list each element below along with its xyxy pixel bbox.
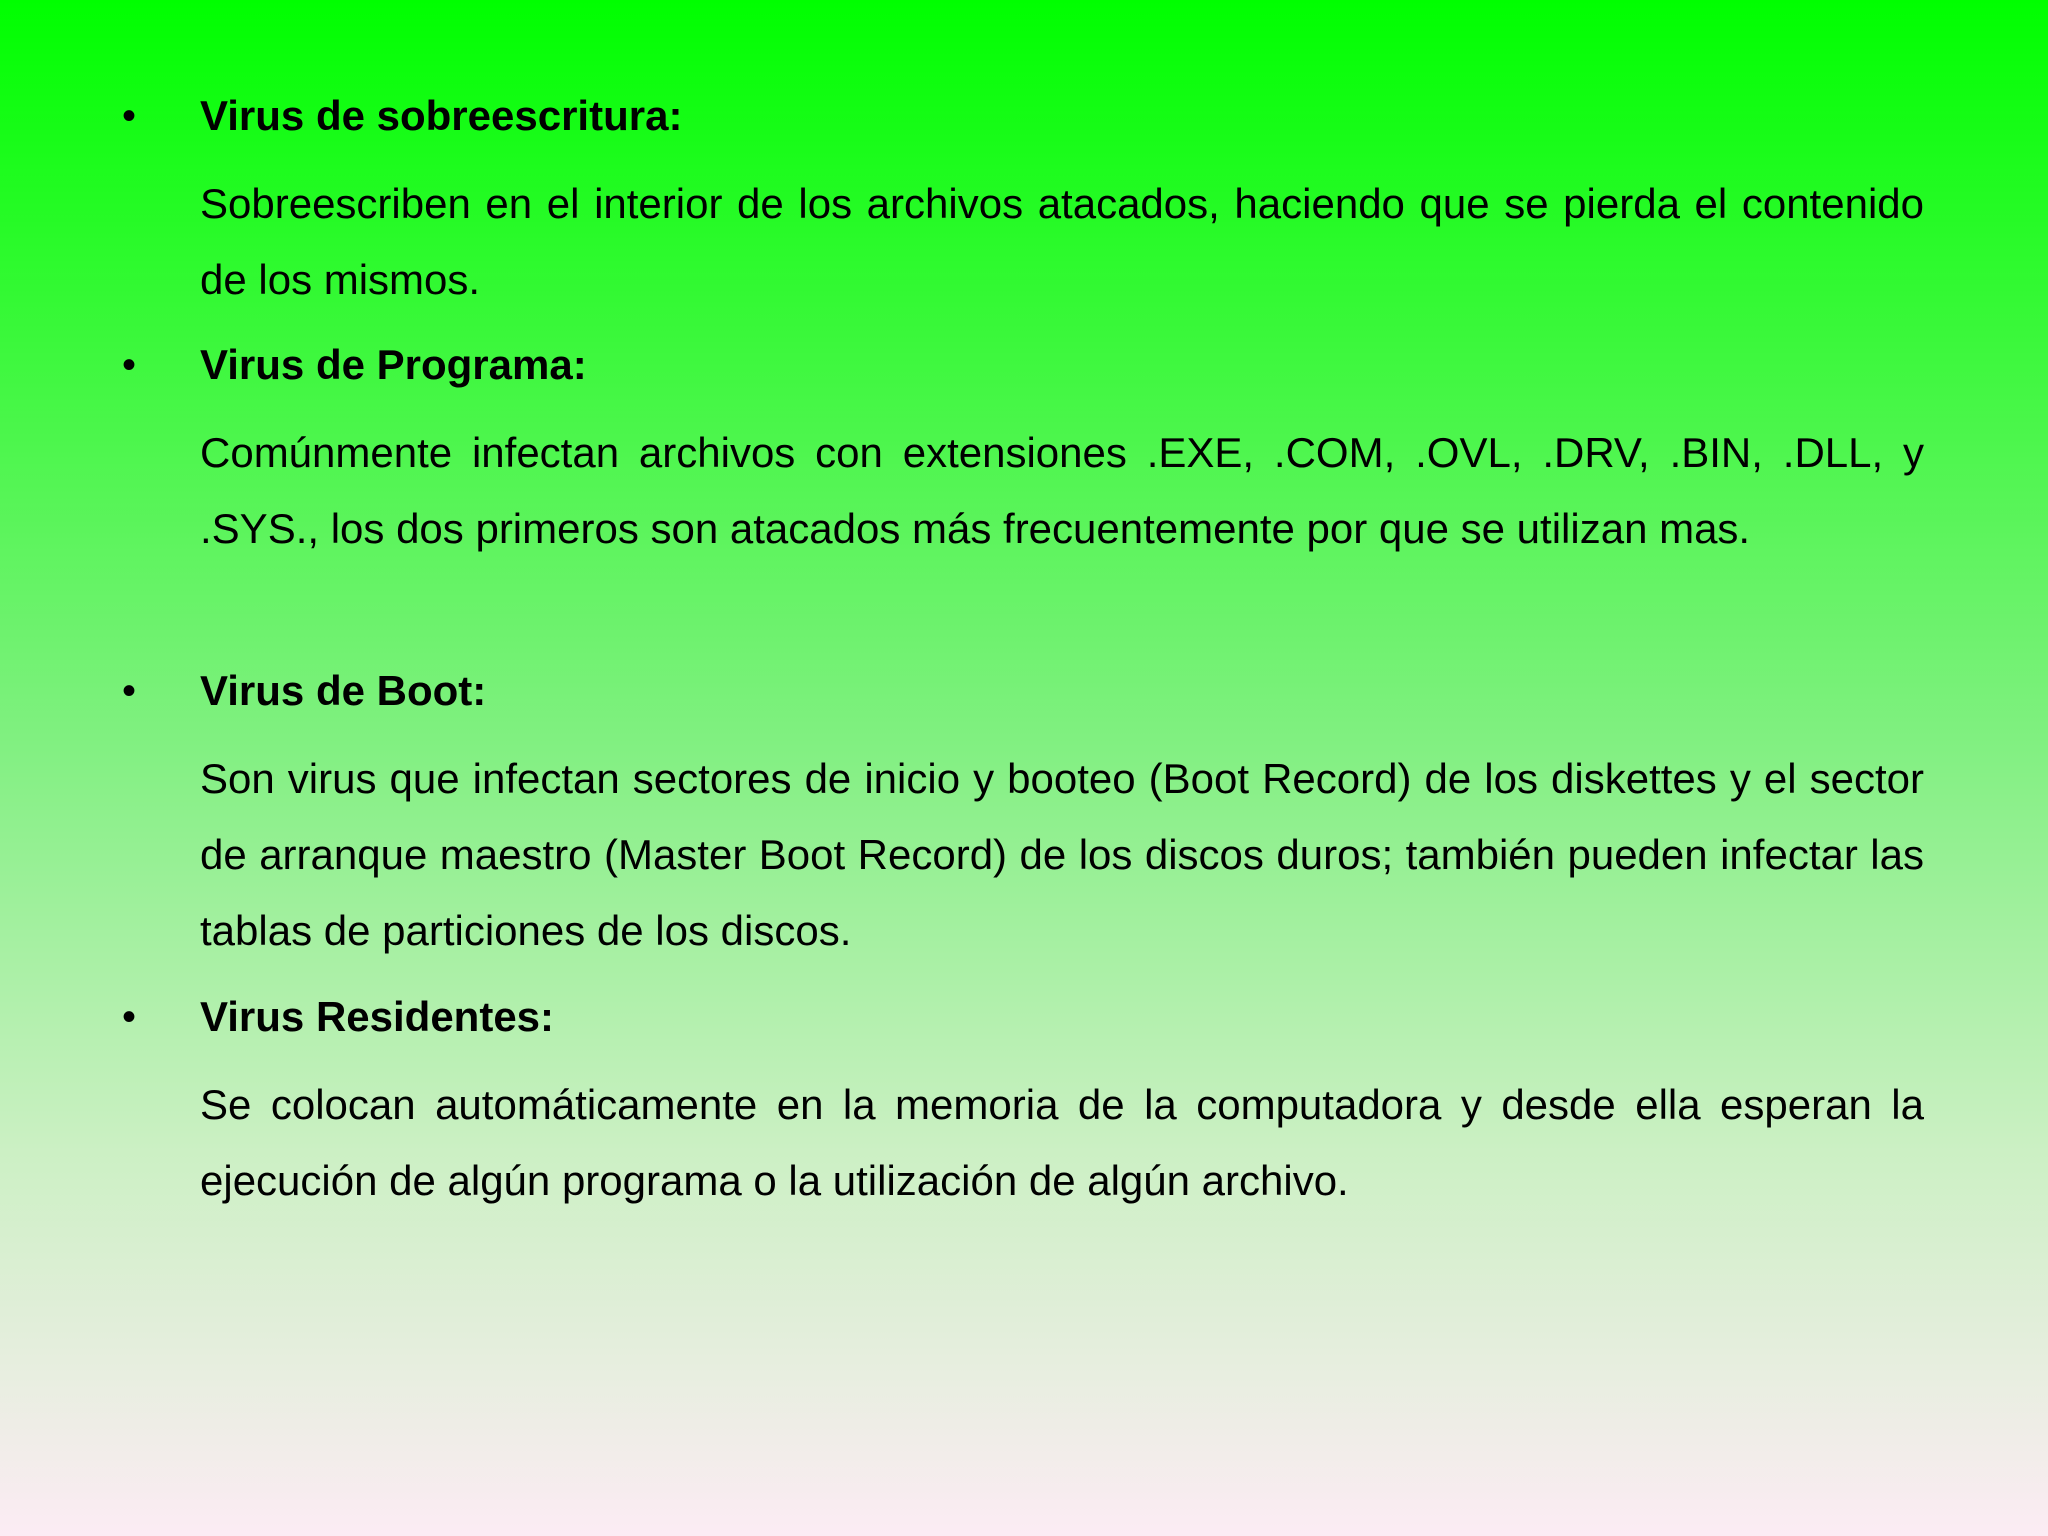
item-description: Comúnmente infectan archivos con extensiones .EXE, .COM, .OVL, .DRV, .BIN, .DLL, y .SYS., los dos primeros son atacados más frecuentemente por que se utilizan mas. xyxy=(200,429,1924,552)
item-heading: Virus Residentes: xyxy=(200,993,555,1040)
item-heading: Virus de sobreescritura: xyxy=(200,92,683,139)
bullet-icon: • xyxy=(122,995,137,1039)
item-description: Sobreescriben en el interior de los archivos atacados, haciendo que se pierda el contenido de los mismos. xyxy=(200,180,1924,303)
bullet-icon: • xyxy=(122,669,137,713)
bullet-icon: • xyxy=(122,343,137,387)
item-heading: Virus de Boot: xyxy=(200,667,487,714)
item-heading: Virus de Programa: xyxy=(200,341,587,388)
item-description: Son virus que infectan sectores de inicio y booteo (Boot Record) de los diskettes y el sector de arranque maestro (Master Boot Record) de los discos duros; también pueden infectar las tablas de particiones de los discos. xyxy=(200,755,1924,954)
bullet-icon: • xyxy=(122,94,137,138)
item-description: Se colocan automáticamente en la memoria de la computadora y desde ella esperan la ejecución de algún programa o la utilización de algún archivo. xyxy=(200,1081,1924,1204)
